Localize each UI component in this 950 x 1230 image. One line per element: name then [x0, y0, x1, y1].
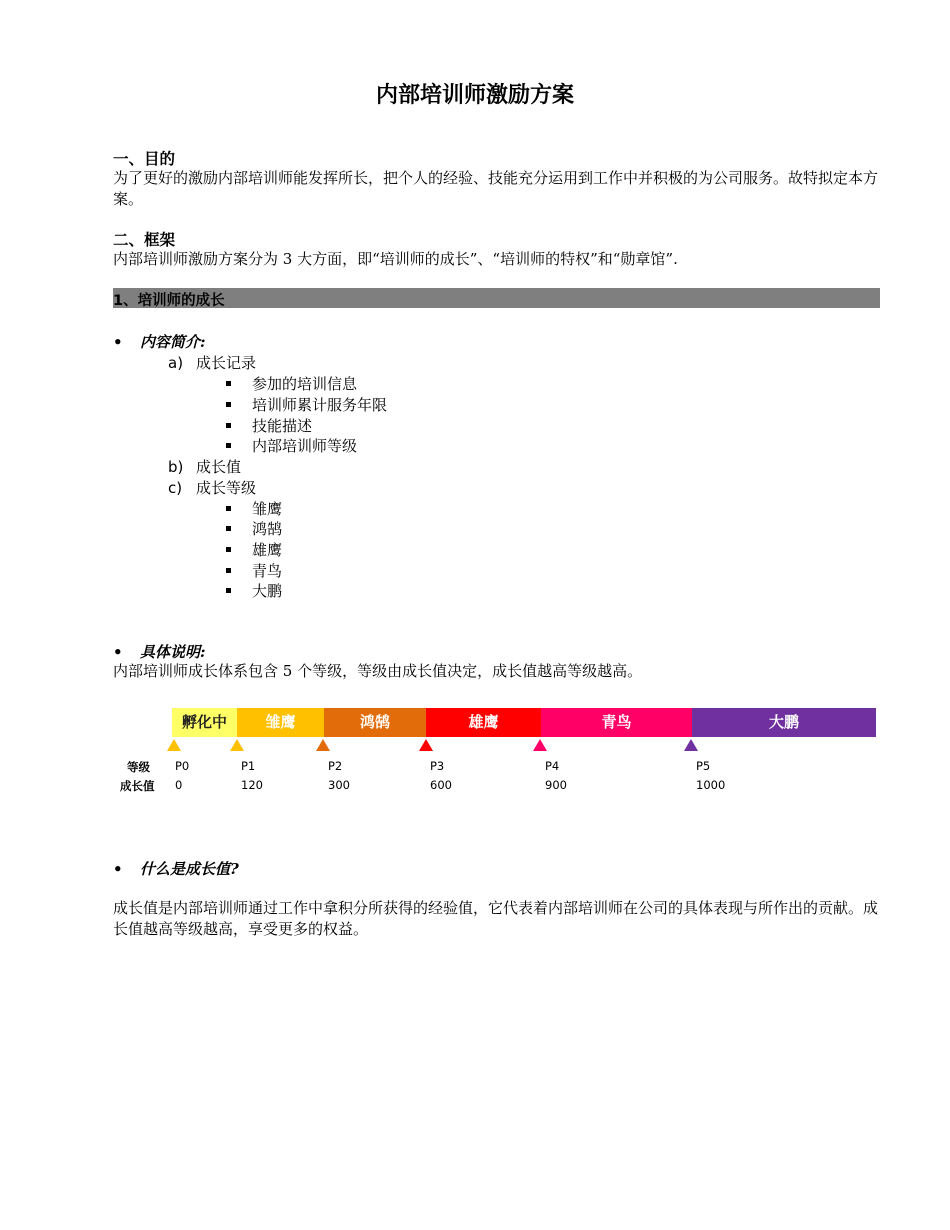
value-tick: 300	[328, 778, 350, 792]
list-marker: b)	[168, 458, 184, 476]
square-bullet-icon	[226, 506, 231, 511]
level-row-label: 等级	[127, 760, 150, 774]
list-marker: c)	[168, 479, 183, 497]
sub-item	[226, 560, 282, 581]
marker-triangle-icon	[167, 739, 181, 751]
segment-label: 大鹏	[768, 713, 799, 731]
section-heading-framework: 二、框架	[113, 231, 176, 249]
level-tick: P2	[328, 759, 343, 773]
sub-item-label: 青鸟	[252, 562, 283, 580]
square-bullet-icon	[226, 547, 231, 552]
value-tick: 120	[241, 778, 263, 792]
bullet-head-text: 内容简介:	[140, 333, 206, 351]
marker-triangle-icon	[533, 739, 547, 751]
sub-item	[226, 498, 282, 519]
section-bar-title: 1、培训师的成长	[113, 293, 225, 309]
list-marker: a)	[168, 354, 184, 372]
level-segment-swan	[324, 708, 426, 737]
bullet-content-intro	[113, 331, 206, 352]
level-tick: P1	[241, 759, 256, 773]
list-label: 成长记录	[196, 354, 257, 372]
square-bullet-icon	[226, 381, 231, 386]
level-segment-eaglet	[237, 708, 324, 737]
sub-item-label: 雏鹰	[252, 500, 283, 518]
square-bullet-icon	[226, 402, 231, 407]
sub-item	[226, 539, 282, 560]
list-item-c	[168, 477, 256, 498]
list-label: 成长等级	[196, 479, 257, 497]
list-item-a	[168, 352, 256, 373]
square-bullet-icon	[226, 526, 231, 531]
list-item-b	[168, 456, 241, 477]
sub-item-label: 雄鹰	[252, 541, 283, 559]
marker-triangle-icon	[316, 739, 330, 751]
marker-triangle-icon	[419, 739, 433, 751]
value-tick: 900	[545, 778, 567, 792]
segment-label: 孵化中	[181, 713, 227, 731]
level-segment-roc	[692, 708, 876, 737]
sub-item-label: 大鹏	[252, 582, 283, 600]
sub-item	[226, 435, 357, 456]
bullet-icon: •	[113, 333, 123, 351]
sub-item	[226, 518, 282, 539]
segment-label: 鸿鹄	[359, 713, 390, 731]
sub-item-label: 技能描述	[252, 417, 313, 435]
document-title: 内部培训师激励方案	[375, 82, 574, 108]
bullet-detail	[113, 641, 206, 662]
what-text: 成长值是内部培训师通过工作中拿积分所获得的经验值，它代表着内部培训师在公司的具体表现与所作出的贡献。成长值越高等级越高，享受更多的权益。	[113, 899, 879, 938]
value-tick: 1000	[696, 778, 726, 792]
bullet-icon: •	[113, 643, 123, 661]
sub-item	[226, 373, 357, 394]
level-tick: P5	[696, 759, 711, 773]
level-segment-hatching	[172, 708, 237, 737]
marker-triangle-icon	[684, 739, 698, 751]
bullet-head-text: 什么是成长值?	[140, 860, 239, 878]
section-heading-purpose: 一、目的	[113, 150, 176, 168]
level-tick: P0	[175, 759, 190, 773]
marker-triangle-icon	[230, 739, 244, 751]
section-bar	[113, 288, 880, 308]
square-bullet-icon	[226, 588, 231, 593]
sub-item	[226, 580, 282, 601]
sub-item-label: 鸿鹄	[252, 520, 283, 538]
sub-item-label: 内部培训师等级	[252, 437, 358, 455]
sub-item-label: 参加的培训信息	[252, 375, 358, 393]
bullet-icon: •	[113, 860, 123, 878]
sub-item	[226, 415, 312, 436]
value-row-label: 成长值	[120, 779, 155, 793]
level-tick: P3	[430, 759, 445, 773]
bullet-head-text: 具体说明:	[140, 643, 206, 661]
square-bullet-icon	[226, 568, 231, 573]
bullet-what-is	[113, 858, 239, 879]
value-tick: 0	[175, 778, 183, 792]
segment-label: 青鸟	[601, 713, 632, 731]
square-bullet-icon	[226, 423, 231, 428]
segment-label: 雏鹰	[265, 713, 296, 731]
sub-item	[226, 394, 387, 415]
section-text-framework: 内部培训师激励方案分为 3 大方面，即“培训师的成长”、“培训师的特权”和“勋章馆”.	[113, 250, 678, 268]
detail-text: 内部培训师成长体系包含 5 个等级，等级由成长值决定，成长值越高等级越高。	[113, 662, 643, 680]
sub-item-label: 培训师累计服务年限	[252, 396, 388, 414]
level-tick: P4	[545, 759, 560, 773]
list-label: 成长值	[196, 458, 242, 476]
square-bullet-icon	[226, 443, 231, 448]
level-segment-eagle	[426, 708, 541, 737]
value-tick: 600	[430, 778, 452, 792]
segment-label: 雄鹰	[468, 713, 499, 731]
section-text-purpose: 为了更好的激励内部培训师能发挥所长，把个人的经验、技能充分运用到工作中并积极的为公司服务。故特拟定本方案。	[113, 169, 879, 208]
level-segment-bluebird	[541, 708, 692, 737]
